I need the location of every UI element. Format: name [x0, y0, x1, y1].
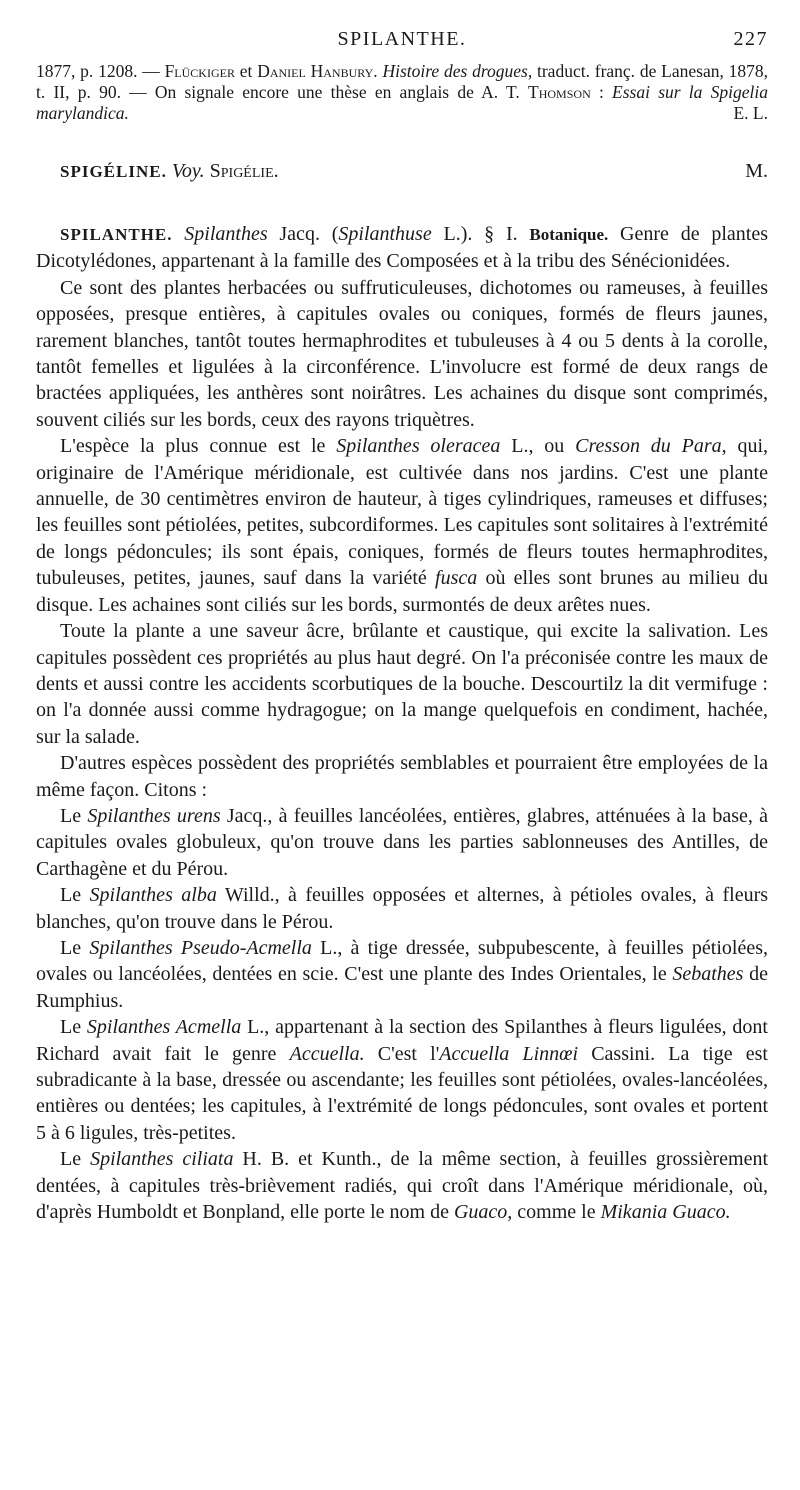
article-paragraph: [36, 935, 768, 1014]
text: Jacq., à feuilles lancéolées, entières, glabres, atténuées à la base, à capitules ovales globuleux, qu'on trouve dans les parties sablonneuses des Antilles, de Carthagène et du Pérou.: [36, 804, 768, 880]
author-signature: E. L.: [733, 103, 768, 123]
text: Le: [60, 1148, 91, 1171]
running-head: [36, 28, 768, 56]
species-name: Spilanthes ciliata: [90, 1148, 234, 1171]
cross-reference-entry: [60, 160, 768, 183]
text: Genre de plantes Dicotylédones, appartenant à la famille des Composées et à la tribu des Sénécionidées.: [36, 223, 768, 273]
note-text: .: [373, 61, 383, 81]
synonym: Sebathes: [672, 963, 744, 986]
article-paragraph: [36, 221, 768, 275]
species-name: Spilanthes oleracea: [336, 435, 501, 458]
thesis-title: Essai sur la Spigelia marylandica.: [36, 82, 768, 123]
voy-label: Voy.: [171, 160, 205, 182]
species-name: Spilanthes alba: [89, 884, 217, 907]
text: L., ou: [500, 435, 576, 458]
article-paragraph: D'autres espèces possèdent des propriétés semblables et pourraient être employées de la même façon. Citons :: [36, 752, 768, 801]
variety-name: fusca: [435, 567, 478, 590]
article-paragraph: [36, 433, 768, 618]
species-name: Mikania Guaco.: [600, 1201, 731, 1224]
text: comme le: [512, 1201, 601, 1224]
common-name: Cresson du Para,: [575, 435, 727, 458]
genus-name: Spilanthes: [184, 223, 268, 245]
text: où elles sont brunes au milieu du disque. Les achaines sont ciliés sur les bords, surmontés de deux arêtes nues.: [36, 567, 768, 616]
author-initial: M.: [745, 160, 768, 182]
article-paragraph: [36, 803, 768, 882]
text: L., appartenant à la section des Spilanthes à fleurs ligulées, dont Richard avait fait le genre: [36, 1016, 768, 1065]
section-mark: § I.: [484, 223, 518, 245]
entry-headword: SPILANTHE.: [60, 225, 173, 244]
running-title: SPILANTHE.: [337, 28, 467, 50]
note-text: :: [590, 82, 613, 102]
note-text: et: [234, 61, 258, 81]
species-name: Spilanthes Pseudo-Acmella: [89, 936, 312, 959]
author-name: Thomson: [528, 82, 591, 102]
text: H. B. et Kunth., de la même section, à feuilles grossièrement dentées, à capitules très-brièvement radiés, qui croît dans l'Amérique méridionale, où, d'après Humboldt et Bonpland, elle porte le nom de: [36, 1148, 769, 1224]
article-paragraph: [36, 882, 768, 935]
text: Le: [60, 884, 90, 907]
text: Le: [60, 804, 88, 827]
article-spilanthe: [36, 221, 768, 1225]
text: L.).: [431, 223, 485, 245]
note-text: 1877, p. 1208. —: [36, 61, 165, 81]
author-name: Daniel Hanbury: [257, 61, 374, 81]
text: Le: [60, 936, 90, 959]
text: Jacq. (: [267, 223, 339, 245]
text: Willd., à feuilles opposées et alternes, à pétioles ovales, à fleurs blanches, qu'on trouve dans le Pérou.: [36, 884, 769, 933]
text: L., à tige dressée, subpubescente, à feuilles pétiolées, ovales ou lancéolées, dentées en scie. C'est une plante des Indes Orientales, le: [36, 936, 768, 986]
synonym: Accuella Linnœi: [439, 1042, 579, 1065]
text: qui, originaire de l'Amérique méridionale, est cultivée dans nos jardins. C'est une plante annuelle, de 30 centimètres environ de hauteur, à tiges cylindriques, rameuses et diffuses; les feuilles sont pétiolées, petites, subcordiformes. Les capitules sont solitaires à l'extrémité de longs pédoncules; ils sont épais, coniques, formés de fleurs toutes hermaphrodites, tubuleuses, petites, jaunes, sauf dans la variété: [36, 435, 768, 590]
entry-headword: SPIGÉLINE.: [60, 162, 167, 181]
article-paragraph: Toute la plante a une saveur âcre, brûlante et caustique, qui excite la salivation. Les capitules possèdent ces propriétés au plus haut degré. On l'a préconisée contre les maux de dents et aussi contre les accidents scorbutiques de la bouche. Descourtilz la dit vermifuge : on l'a donnée aussi comme hydragogue; on la mange quelquefois en condiment, hachée, sur la salade.: [36, 620, 768, 748]
xref-target: Spigélie.: [209, 160, 279, 182]
book-title: Histoire des drogues: [382, 61, 528, 81]
text: de Rumphius.: [36, 963, 768, 1012]
species-name: Spilanthes urens: [87, 804, 221, 827]
author-name: Flückiger: [164, 61, 235, 81]
note-text: , traduct. franç. de Lanesan, 1878, t. II, p. 90. — On signale encore une thèse en anglais de A. T.: [36, 61, 769, 102]
text: Le: [60, 1016, 87, 1039]
page-number: 227: [733, 28, 768, 50]
bibliography-note: [36, 61, 768, 124]
genus-name: Accuella.: [289, 1042, 365, 1065]
text: C'est l': [364, 1042, 440, 1065]
vernacular-name: Guaco,: [453, 1201, 513, 1224]
article-paragraph: [36, 1146, 768, 1225]
article-paragraph: Ce sont des plantes herbacées ou suffruticuleuses, dichotomes ou rameuses, à feuilles opposées, presque entières, à capitules ovales ou coniques, formés de fleurs jaunes, rarement blanches, tantôt toutes hermaphrodites et tubuleuses à 4 ou 5 dents à la corolle, tantôt femelles et ligulées à la circonférence. L'involucre est formé de deux rangs de bractées appliquées, les anthères sont noirâtres. Les achaines du disque sont comprimés, souvent ciliés sur les bords, ceux des rayons triquètres.: [36, 276, 768, 431]
text: Cassini. La tige est subradicante à la base, dressée ou ascendante; les feuilles sont pétiolées, ovales-lancéolées, entières ou dentées; les capitules, à l'extrémité de longs pédoncules, sont ovales et portent 5 à 6 ligules, très-petites.: [36, 1042, 768, 1144]
species-name: Spilanthes Acmella: [86, 1016, 242, 1039]
article-paragraph: [36, 1014, 768, 1146]
text: L'espèce la plus connue est le: [60, 435, 337, 458]
synonym: Spilanthuse: [338, 223, 432, 245]
section-title: Botanique.: [529, 225, 609, 244]
